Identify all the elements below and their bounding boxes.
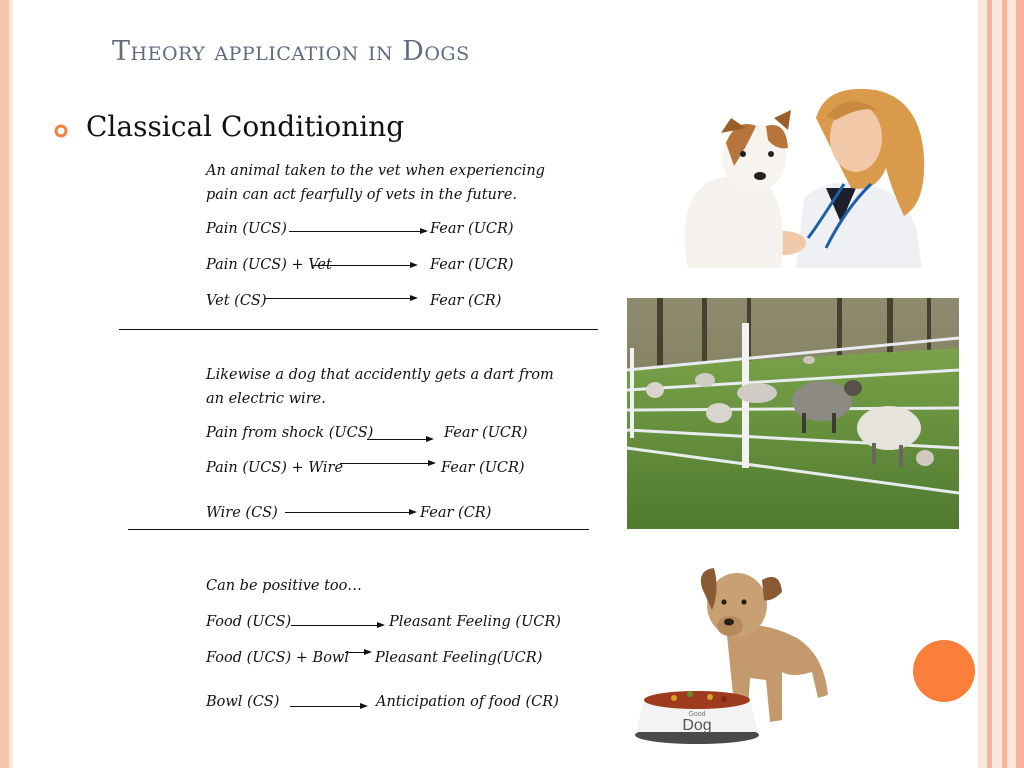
- decorative-orange-circle: [913, 640, 975, 702]
- s1-row1-left: Pain (UCS): [206, 221, 287, 237]
- section3-intro: Can be positive too…: [206, 578, 362, 594]
- s3-row2-right: Pleasant Feeling(UCR): [375, 650, 543, 666]
- s1-row2-right: Fear (UCR): [430, 257, 514, 273]
- s3-row1-arrow: [291, 625, 383, 626]
- slide-title: Theory application in Dogs: [112, 36, 470, 67]
- vet-with-dog-photo: [676, 88, 930, 268]
- s2-row2-left: Pain (UCS) + Wire: [206, 460, 344, 476]
- bowl-label-small: Good: [688, 711, 706, 718]
- right-border-stripe-2: [1002, 0, 1007, 768]
- left-border-stripe: [0, 0, 9, 768]
- s1-row3-right: Fear (CR): [430, 293, 502, 309]
- right-border-stripe-1: [987, 0, 992, 768]
- s3-row2-left: Food (UCS) + Bowl: [206, 650, 349, 666]
- s1-row3-left: Vet (CS): [206, 293, 267, 309]
- s2-row3-right: Fear (CR): [420, 505, 492, 521]
- s2-row3-arrow: [285, 512, 415, 513]
- s2-row3-left: Wire (CS): [206, 505, 278, 521]
- s2-row2-right: Fear (UCR): [441, 460, 525, 476]
- s2-row2-arrow: [340, 463, 434, 464]
- bowl-label-big: Dog: [682, 717, 712, 734]
- puppy-with-bowl-photo: [632, 560, 844, 748]
- s3-row2-arrow: [345, 652, 370, 653]
- s3-row1-left: Food (UCS): [206, 614, 292, 630]
- s3-row3-left: Bowl (CS): [206, 694, 280, 710]
- divider-line-2: [128, 529, 589, 530]
- bullet-heading: Classical Conditioning: [86, 110, 405, 143]
- s1-row1-arrow: [289, 231, 426, 232]
- s3-row3-arrow: [290, 706, 366, 707]
- divider-line-1: [119, 329, 598, 330]
- s1-row2-arrow: [313, 265, 416, 266]
- s2-row1-left: Pain from shock (UCS): [206, 425, 374, 441]
- s1-row3-arrow: [265, 298, 416, 299]
- s3-row1-right: Pleasant Feeling (UCR): [389, 614, 561, 630]
- s2-row1-right: Fear (UCR): [444, 425, 528, 441]
- s1-row2-left: Pain (UCS) + Vet: [206, 257, 332, 273]
- sheep-electric-fence-photo: [627, 298, 959, 529]
- s2-row1-arrow: [367, 439, 432, 440]
- s1-row1-right: Fear (UCR): [430, 221, 514, 237]
- right-border-stripe-3: [1016, 0, 1024, 768]
- section1-intro: An animal taken to the vet when experiencing pain can act fearfully of vets in the future.: [206, 163, 545, 203]
- orange-ring-bullet-icon: [54, 124, 68, 138]
- left-border-inner: [9, 0, 13, 768]
- section2-intro: Likewise a dog that accidently gets a dart from an electric wire.: [206, 367, 554, 407]
- s3-row3-right: Anticipation of food (CR): [376, 694, 559, 710]
